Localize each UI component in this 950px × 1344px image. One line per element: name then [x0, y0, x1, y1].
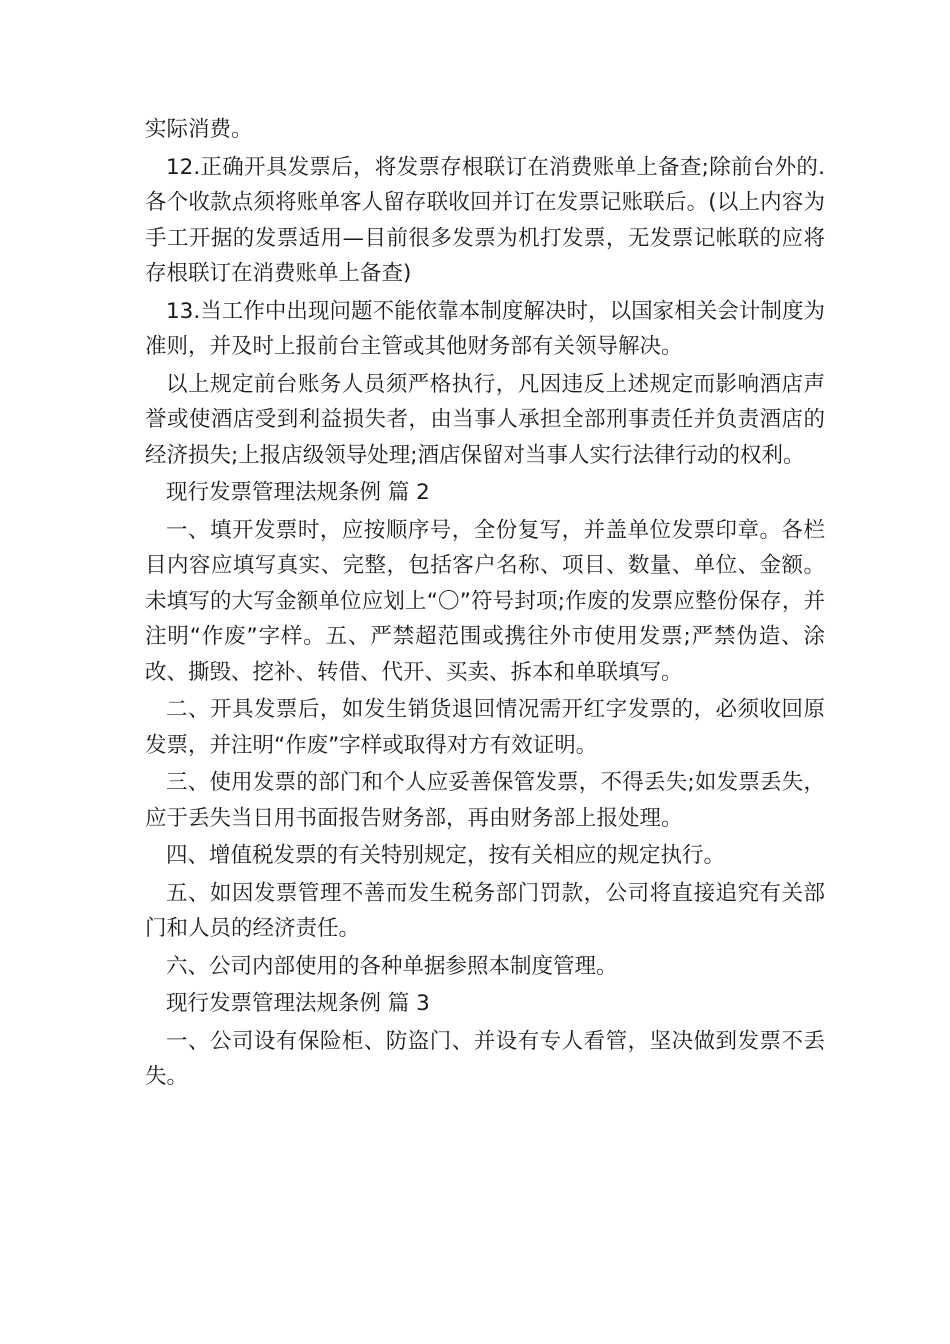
- paragraph-section2-item-1: 一、填开发票时，应按顺序号，全份复写，并盖单位发票印章。各栏目内容应填写真实、完整，包括客户名称、项目、数量、单位、金额。未填写的大写金额单位应划上“〇”符号封项;作废的发票应整份保存，并注明“作废”字样。五、严禁超范围或携往外市使用发票;严禁伪造、涂改、撕毁、挖补、转借、代开、买卖、拆本和单联填写。: [145, 517, 825, 685]
- paragraph-summary: 以上规定前台账务人员须严格执行，凡因违反上述规定而影响酒店声誉或使酒店受到利益损失者，由当事人承担全部刑事责任并负责酒店的经济损失;上报店级领导处理;酒店保留对当事人实行法律行动的权利。: [145, 371, 825, 468]
- paragraph-section3-item-1: 一、公司设有保险柜、防盗门、并设有专人看管，坚决做到发票不丢失。: [145, 1028, 825, 1089]
- section-heading-3: 现行发票管理法规条例 篇 3: [166, 991, 430, 1016]
- paragraph-continuation: 实际消费。: [145, 117, 253, 142]
- paragraph-section2-item-5: 五、如因发票管理不善而发生税务部门罚款，公司将直接追究有关部门和人员的经济责任。: [145, 880, 825, 941]
- paragraph-section2-item-4: 四、增值税发票的有关特别规定，按有关相应的规定执行。: [166, 843, 726, 868]
- document-body: [145, 112, 825, 1095]
- paragraph-item-13: 13.当工作中出现问题不能依靠本制度解决时，以国家相关会计制度为准则，并及时上报前台主管或其他财务部有关领导解决。: [145, 298, 825, 359]
- paragraph-section2-item-2: 二、开具发票后，如发生销货退回情况需开红字发票的，必须收回原发票，并注明“作废”字样或取得对方有效证明。: [145, 697, 825, 758]
- section-heading-2: 现行发票管理法规条例 篇 2: [166, 480, 430, 505]
- paragraph-section2-item-3: 三、使用发票的部门和个人应妥善保管发票，不得丢失;如发票丢失，应于丢失当日用书面报告财务部，再由财务部上报处理。: [145, 770, 825, 831]
- paragraph-item-12: 12.正确开具发票后，将发票存根联订在消费账单上备查;除前台外的.各个收款点须将账单客人留存联收回并订在发票记账联后。(以上内容为手工开据的发票适用—目前很多发票为机打发票，无发票记帐联的应将存根联订在消费账单上备查): [145, 154, 825, 286]
- paragraph-section2-item-6: 六、公司内部使用的各种单据参照本制度管理。: [166, 953, 618, 979]
